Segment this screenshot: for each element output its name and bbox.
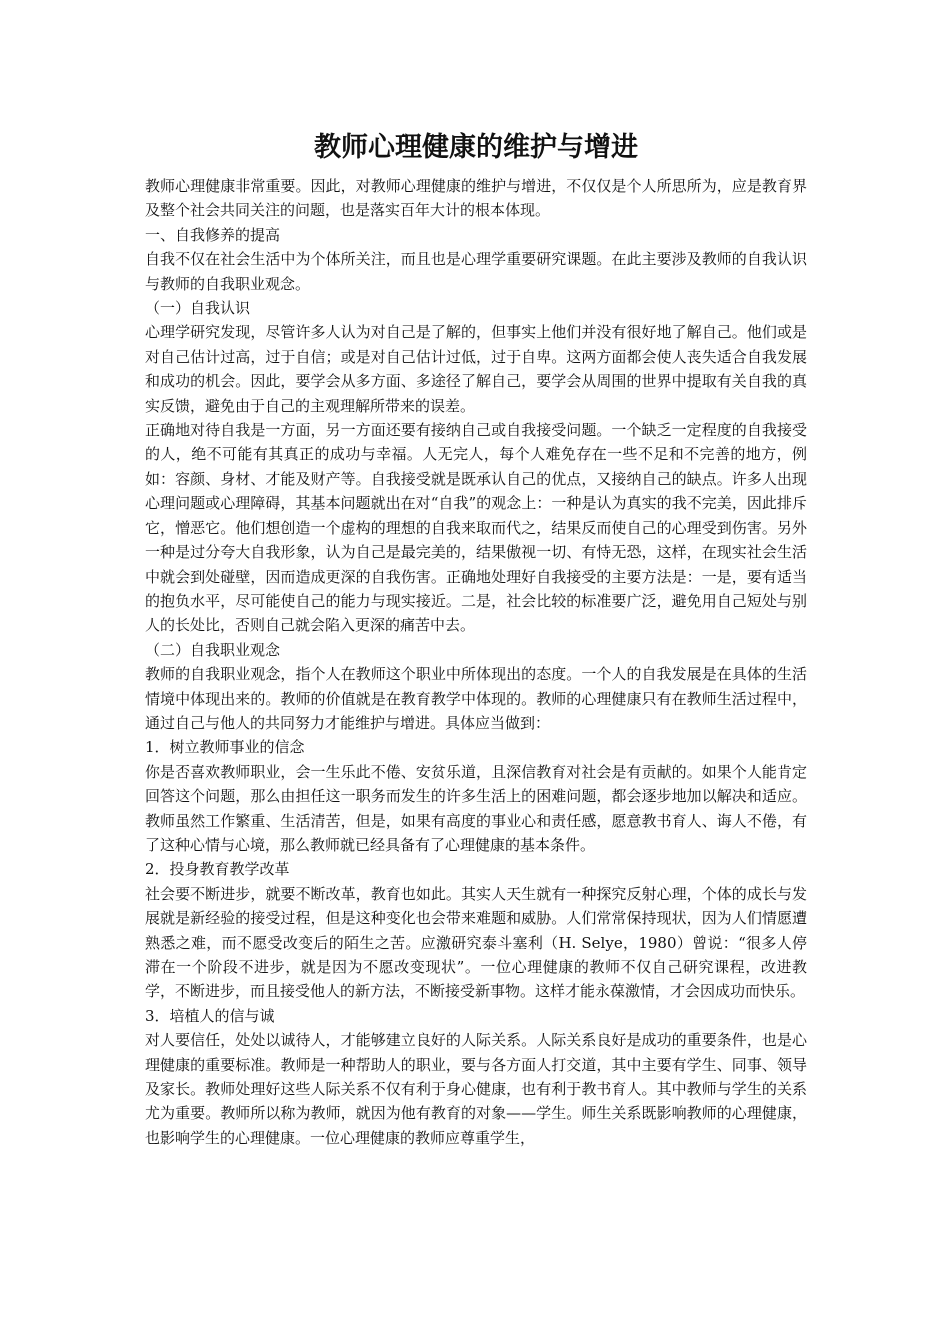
paragraph: 正确地对待自我是一方面，另一方面还要有接纳自己或自我接受问题。一个缺乏一定程度的自我接受的人，绝不可能有其真正的成功与幸福。人无完人，每个人难免存在一些不足和不完善的地方，例如：容颜、身材、才能及财产等。自我接受就是既承认自己的优点，又接纳自己的缺点。许多人出现心理问题或心理障碍，其基本问题就出在对“自我”的观念上：一种是认为真实的我不完美，因此排斥它，憎恶它。他们想创造一个虚构的理想的自我来取而代之，结果反而使自己的心理受到伤害。另外一种是过分夸大自我形象，认为自己是最完美的，结果傲视一切、有恃无恐，这样，在现实社会生活中就会到处碰壁，因而造成更深的自我伤害。正确地处理好自我接受的主要方法是：一是，要有适当的抱负水平，尽可能使自己的能力与现实接近。二是，社会比较的标准要广泛，避免用自己短处与别人的长处比，否则自己就会陷入更深的痛苦中去。 xyxy=(145,421,807,635)
paragraph: 社会要不断进步，就要不断改革，教育也如此。其实人天生就有一种探究反射心理，个体的成长与发展就是新经验的接受过程，但是这种变化也会带来难题和威胁。人们常常保持现状，因为人们情愿遭熟悉之难，而不愿受改变后的陌生之苦。应激研究泰斗塞利（H. Selye，1980）曾说：“很多人停滞在一个阶段不进步，就是因为不愿改变现状”。一位心理健康的教师不仅自己研究课程，改进教学，不断进步，而且接受他人的新方法，不断接受新事物。这样才能永葆激情，才会因成功而快乐。 xyxy=(145,884,807,1001)
document-body xyxy=(145,174,807,1150)
paragraph: 教师心理健康非常重要。因此，对教师心理健康的维护与增进，不仅仅是个人所思所为，应是教育界及整个社会共同关注的问题，也是落实百年大计的根本体现。 xyxy=(145,177,807,220)
section-heading: （一）自我认识 xyxy=(145,299,251,318)
section-heading: 一、自我修养的提高 xyxy=(145,225,281,244)
document-page xyxy=(145,128,807,1150)
section-heading: 1．树立教师事业的信念 xyxy=(145,738,305,757)
paragraph: 对人要信任，处处以诚待人，才能够建立良好的人际关系。人际关系良好是成功的重要条件，也是心理健康的重要标准。教师是一种帮助人的职业，要与各方面人打交道，其中主要有学生、同事、领导及家长。教师处理好这些人际关系不仅有利于身心健康，也有利于教书育人。其中教师与学生的关系尤为重要。教师所以称为教师，就因为他有教育的对象——学生。师生关系既影响教师的心理健康，也影响学生的心理健康。一位心理健康的教师应尊重学生， xyxy=(145,1031,807,1147)
paragraph: 自我不仅在社会生活中为个体所关注，而且也是心理学重要研究课题。在此主要涉及教师的自我认识与教师的自我职业观念。 xyxy=(145,250,807,293)
section-heading: （二）自我职业观念 xyxy=(145,640,281,659)
paragraph: 教师的自我职业观念，指个人在教师这个职业中所体现出的态度。一个人的自我发展是在具体的生活情境中体现出来的。教师的价值就是在教育教学中体现的。教师的心理健康只有在教师生活过程中，通过自己与他人的共同努力才能维护与增进。具体应当做到： xyxy=(145,665,807,732)
section-heading: 2．投身教育教学改革 xyxy=(145,860,290,879)
paragraph: 心理学研究发现，尽管许多人认为对自己是了解的，但事实上他们并没有很好地了解自己。他们或是对自己估计过高，过于自信；或是对自己估计过低，过于自卑。这两方面都会使人丧失适合自我发展和成功的机会。因此，要学会从多方面、多途径了解自己，要学会从周围的世界中提取有关自我的真实反馈，避免由于自己的主观理解所带来的误差。 xyxy=(145,323,807,415)
document-title: 教师心理健康的维护与增进 xyxy=(314,132,638,163)
paragraph: 你是否喜欢教师职业，会一生乐此不倦、安贫乐道，且深信教育对社会是有贡献的。如果个人能肯定回答这个问题，那么由担任这一职务而发生的许多生活上的困难问题，都会逐步地加以解决和适应。教师虽然工作繁重、生活清苦，但是，如果有高度的事业心和责任感，愿意教书育人、诲人不倦，有了这种心情与心境，那么教师就已经具备有了心理健康的基本条件。 xyxy=(145,762,807,854)
section-heading: 3．培植人的信与诚 xyxy=(145,1006,275,1025)
